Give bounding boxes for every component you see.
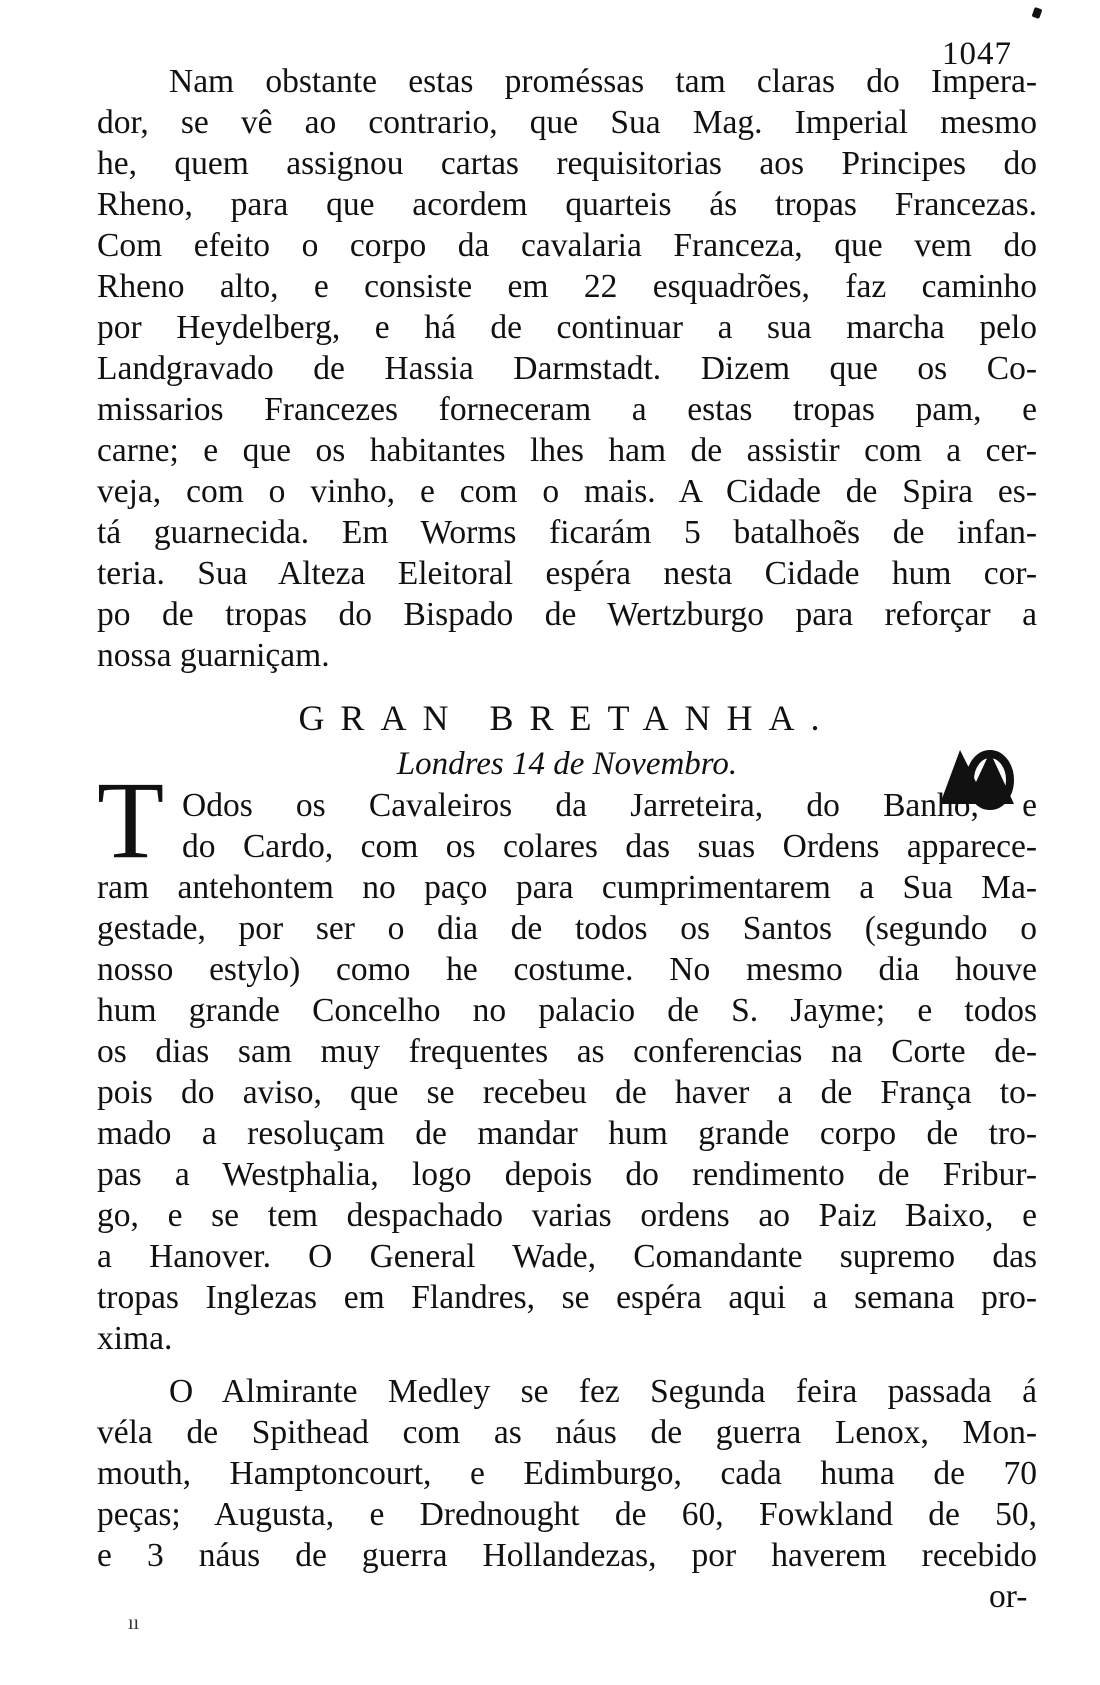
text-line: pois do aviso, que se recebeu de haver a de França to-: [97, 1074, 1037, 1111]
text-line: Nam obstante estas proméssas tam claras do Impera-: [169, 63, 1037, 100]
text-line: nosso estylo) como he costume. No mesmo dia houve: [97, 951, 1037, 988]
text-line: Rheno alto, e consiste em 22 esquadrões, faz caminho: [97, 268, 1037, 305]
text-line: he, quem assignou cartas requisitorias aos Principes do: [97, 145, 1037, 182]
drop-cap: T: [97, 759, 165, 881]
text-line: tá guarnecida. Em Worms ficarám 5 batalhoẽs de infan-: [97, 514, 1037, 551]
text-line: O Almirante Medley se fez Segunda feira passada á: [169, 1373, 1037, 1410]
text-line: ram antehontem no paço para cumprimentarem a Sua Ma-: [97, 869, 1037, 906]
text-line: nossa guarniçam.: [97, 637, 330, 674]
page-number: 1047: [942, 36, 1012, 72]
text-line: hum grande Concelho no palacio de S. Jayme; e todos: [97, 992, 1037, 1029]
text-line: a Hanover. O General Wade, Comandante supremo das: [97, 1238, 1037, 1275]
text-line: os dias sam muy frequentes as conferencias na Corte de-: [97, 1033, 1037, 1070]
text-line: go, e se tem despachado varias ordens ao Paiz Baixo, e: [97, 1197, 1037, 1234]
text-line: tropas Inglezas em Flandres, se espéra aqui a semana pro-: [97, 1279, 1037, 1316]
text-line: xima.: [97, 1320, 173, 1357]
text-line: pas a Westphalia, logo depois do rendimento de Fribur-: [97, 1156, 1037, 1193]
text-line: Com efeito o corpo da cavalaria Franceza, que vem do: [97, 227, 1037, 264]
text-line: peças; Augusta, e Drednought de 60, Fowkland de 50,: [97, 1496, 1037, 1533]
text-line: Rheno, para que acordem quarteis ás tropas Francezas.: [97, 186, 1037, 223]
text-line: por Heydelberg, e há de continuar a sua marcha pelo: [97, 309, 1037, 346]
text-line: teria. Sua Alteza Eleitoral espéra nesta Cidade hum cor-: [97, 555, 1037, 592]
text-line: dor, se vê ao contrario, que Sua Mag. Imperial mesmo: [97, 104, 1037, 141]
text-line: gestade, por ser o dia de todos os Santos (segundo o: [97, 910, 1037, 947]
text-line: e 3 náus de guerra Hollandezas, por haverem recebido: [97, 1537, 1037, 1574]
text-line: missarios Francezes forneceram a estas tropas pam, e: [97, 391, 1037, 428]
footer-mark: ıı: [128, 1612, 140, 1634]
text-line: do Cardo, com os colares das suas Ordens apparece-: [182, 828, 1037, 865]
text-line: veja, com o vinho, e com o mais. A Cidade de Spira es-: [97, 473, 1037, 510]
catchword: or-: [989, 1578, 1028, 1615]
text-line: mado a resoluçam de mandar hum grande corpo de tro-: [97, 1115, 1037, 1152]
text-line: Odos os Cavaleiros da Jarreteira, do Banho, e: [182, 787, 1037, 824]
section-heading: GRAN BRETANHA.: [298, 698, 836, 738]
text-line: mouth, Hamptoncourt, e Edimburgo, cada huma de 70: [97, 1455, 1037, 1492]
text-line: po de tropas do Bispado de Wertzburgo para reforçar a: [97, 596, 1037, 633]
text-line: Landgravado de Hassia Darmstadt. Dizem que os Co-: [97, 350, 1037, 387]
text-line: carne; e que os habitantes lhes ham de assistir com a cer-: [97, 432, 1037, 469]
dateline: Londres 14 de Novembro.: [396, 746, 738, 782]
ink-mark: [1032, 7, 1043, 19]
text-line: véla de Spithead com as náus de guerra Lenox, Mon-: [97, 1414, 1037, 1451]
